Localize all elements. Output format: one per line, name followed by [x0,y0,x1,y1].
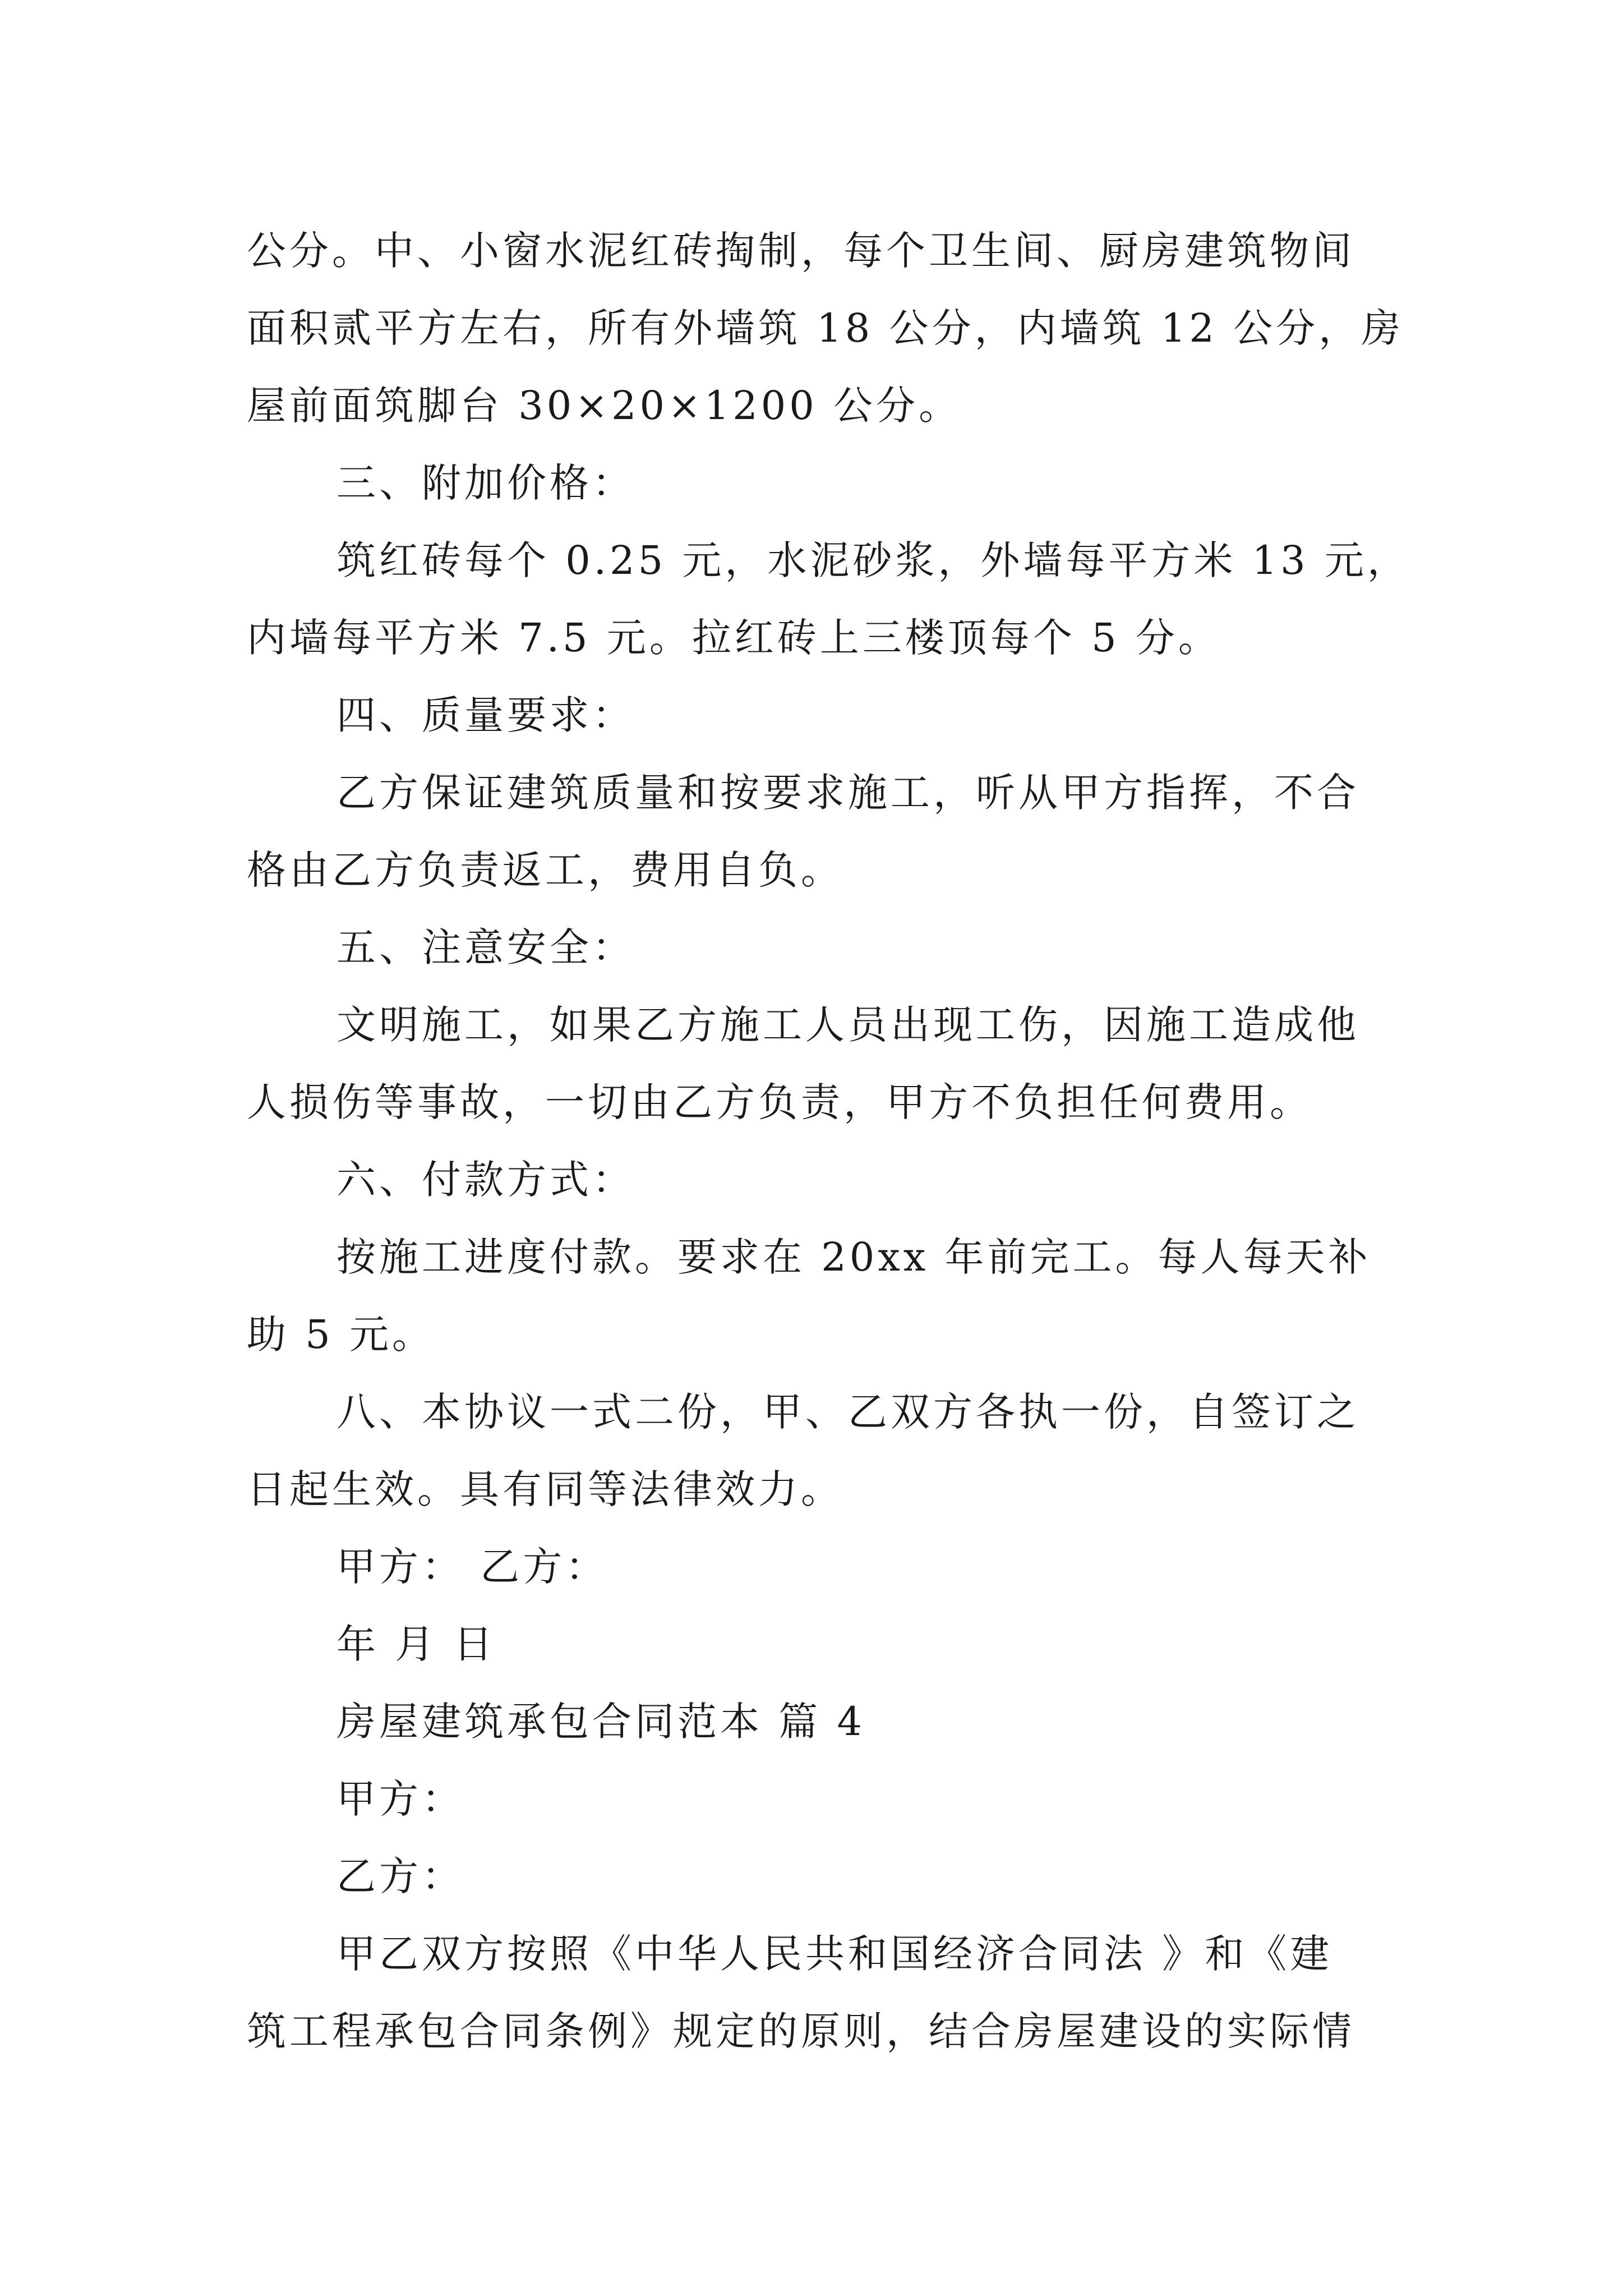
document-body [247,212,1410,2070]
text-line: 八、本协议一式二份，甲、乙双方各执一份，自签订之 [336,1389,1359,1435]
text-line: 甲乙双方按照《中华人民共和国经济合同法 》和《建 [336,1931,1333,1977]
text-line: 助 5 元。 [247,1312,435,1358]
text-line: 按施工进度付款。要求在 20xx 年前完工。每人每天补 [336,1234,1371,1280]
text-line: 四、质量要求： [336,692,635,738]
text-line: 内墙每平方米 7.5 元。拉红砖上三楼顶每个 5 分。 [247,615,1221,661]
text-line: 格由乙方负责返工，费用自负。 [247,847,843,893]
text-line: 乙方保证建筑质量和按要求施工，听从甲方指挥，不合 [336,770,1359,816]
text-line: 甲方： [336,1776,464,1822]
text-line: 年 月 日 [336,1621,496,1667]
text-line: 日起生效。具有同等法律效力。 [247,1466,843,1512]
text-line: 房屋建筑承包合同范本 篇 4 [336,1699,866,1745]
text-line: 人损伤等事故，一切由乙方负责，甲方不负担任何费用。 [247,1079,1312,1125]
text-line: 屋前面筑脚台 30×20×1200 公分。 [247,383,962,429]
text-line: 文明施工，如果乙方施工人员出现工伤，因施工造成他 [336,1002,1359,1048]
text-line: 甲方： 乙方： [336,1544,608,1590]
text-line: 三、附加价格： [336,460,635,506]
text-line: 面积贰平方左右，所有外墙筑 18 公分，内墙筑 12 公分，房 [247,305,1404,351]
text-line: 六、付款方式： [336,1157,635,1203]
text-line: 筑工程承包合同条例》规定的原则，结合房屋建设的实际情 [247,2008,1355,2054]
text-line: 五、注意安全： [336,924,635,970]
text-line: 乙方： [336,1853,464,1899]
text-line: 筑红砖每个 0.25 元，水泥砂浆，外墙每平方米 13 元， [336,537,1410,583]
text-line: 公分。中、小窗水泥红砖掏制，每个卫生间、厨房建筑物间 [247,228,1355,274]
